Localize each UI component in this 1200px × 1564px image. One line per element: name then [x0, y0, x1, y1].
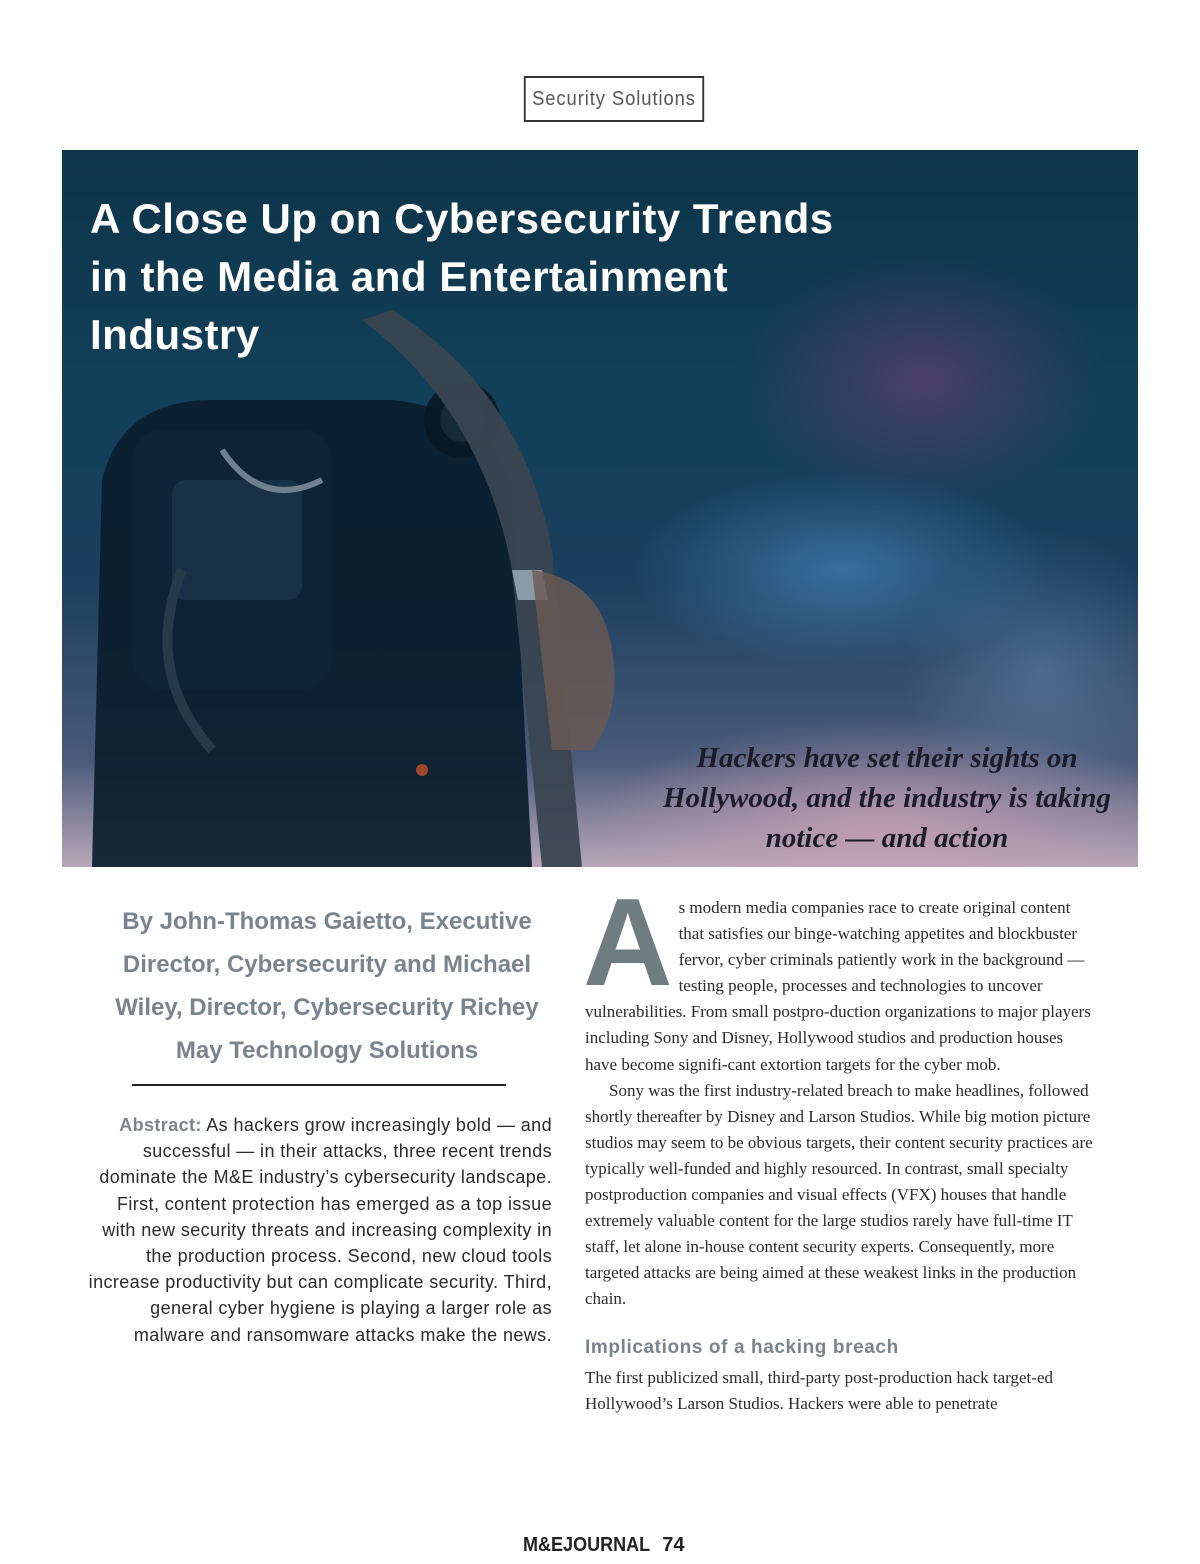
paragraph-1-text: s modern media companies race to create original content that satisfies our binge-watching appetites and blockbuster fervor, cyber criminals patiently work in the background — testing people, processes and technologies to uncover vulnerabilities. From small postpro-duction organizations to major players including Sony and Disney, Hollywood studios and production houses have become signifi-cant extortion targets for the cyber mob.: [585, 898, 1091, 1074]
article-title: A Close Up on Cybersecurity Trends in the Media and Entertainment Industry: [90, 195, 834, 358]
article-subtitle: Hackers have set their sights on Hollywood, and the industry is taking notice — and action: [663, 742, 1111, 854]
section-heading: Implications of a hacking breach: [585, 1336, 899, 1358]
publication-name: M&EJOURNAL: [522, 1534, 650, 1556]
divider: [132, 1084, 506, 1086]
abstract: [86, 1112, 552, 1348]
paragraph-2: Sony was the first industry-related breach to make headlines, followed shortly thereafter by Disney and Larson Studios. While big motion picture studios may seem to be obvious targets, their content security practices are typically well-funded and highly resourced. In contrast, small specialty postproduction companies and visual effects (VFX) houses that handle extremely valuable content for the large studios rarely have full-time IT staff, let alone in-house content security experts. Consequently, more targeted attacks are being aimed at these weakest links in the production chain.: [585, 1080, 1093, 1309]
paragraph-3: The first publicized small, third-party post-production hack target-ed Hollywood’s Larson Studios. Hackers were able to penetrate: [585, 1367, 1053, 1413]
article-body: [583, 874, 1095, 1417]
hero-image: [62, 150, 1138, 867]
abstract-text: As hackers grow increasingly bold — and successful — in their attacks, three recent trends dominate the M&E industry’s cybersecurity landscape. First, content protection has emerged as a top issue with new security threats and increasing complexity in the production process. Second, new cloud tools increase productivity but can complicate security. Third, general cyber hygiene is playing a larger role as malware and ransomware attacks make the news.: [88, 1115, 552, 1345]
page-number: 74: [662, 1534, 685, 1556]
section-tag: Security Solutions: [524, 76, 704, 122]
paragraph-1: [583, 874, 1095, 1078]
byline: By John-Thomas Gaietto, Executive Director, Cybersecurity and Michael Wiley, Director, Cybersecurity Richey May Technology Solutions: [115, 908, 539, 1064]
abstract-label: Abstract:: [119, 1115, 202, 1135]
page-footer: [0, 1534, 1200, 1557]
drop-cap: A: [583, 874, 673, 1012]
